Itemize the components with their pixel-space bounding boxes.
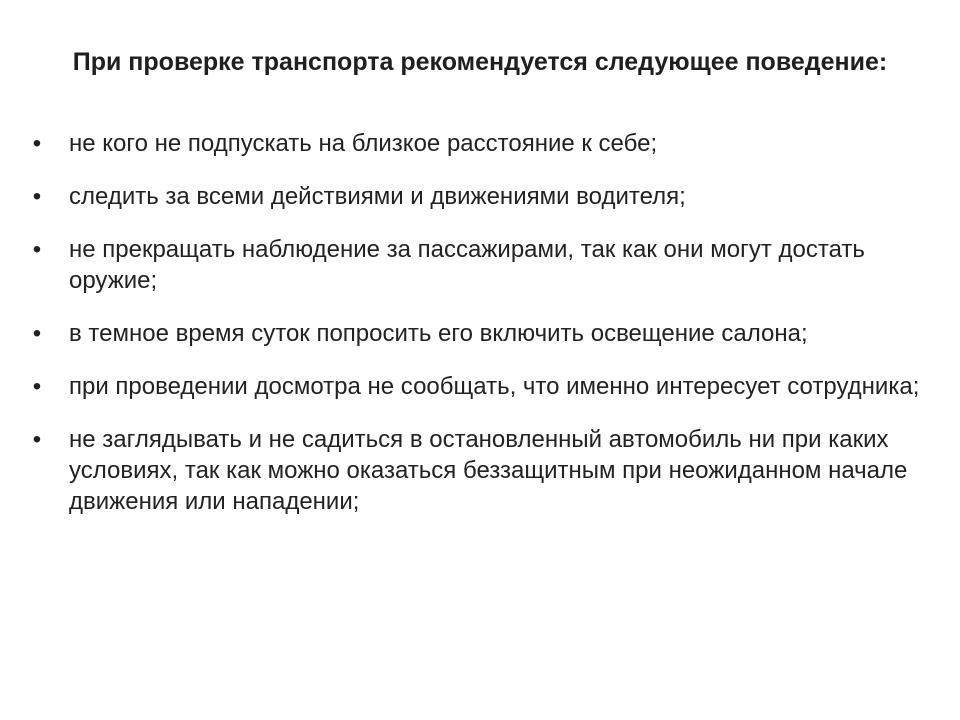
bullet-text: в темное время суток попросить его включить освещение салона; bbox=[69, 320, 808, 347]
bullet-text: не кого не подпускать на близкое расстояние к себе; bbox=[69, 130, 658, 157]
bullet-dot-icon: • bbox=[32, 426, 42, 453]
bullet-text: следить за всеми действиями и движениями водителя; bbox=[69, 183, 686, 210]
bullet-dot-icon: • bbox=[32, 183, 42, 210]
bullet-dot-icon: • bbox=[32, 236, 42, 263]
slide-title: При проверке транспорта рекомендуется следующее поведение: bbox=[72, 48, 888, 76]
bullet-item bbox=[28, 371, 928, 402]
bullet-item bbox=[28, 128, 928, 159]
bullet-list bbox=[28, 128, 928, 539]
bullet-text: не прекращать наблюдение за пассажирами, так как они могут достать оружие; bbox=[69, 236, 865, 294]
bullet-dot-icon: • bbox=[32, 320, 42, 347]
bullet-dot-icon: • bbox=[32, 130, 42, 157]
bullet-item bbox=[28, 234, 928, 296]
bullet-text: не заглядывать и не садиться в остановленный автомобиль ни при каких условиях, так как можно оказаться беззащитным при неожиданном начале движения или нападении; bbox=[69, 426, 908, 515]
bullet-item bbox=[28, 424, 928, 517]
bullet-item bbox=[28, 181, 928, 212]
bullet-dot-icon: • bbox=[32, 373, 42, 400]
bullet-item bbox=[28, 318, 928, 349]
bullet-text: при проведении досмотра не сообщать, что именно интересует сотрудника; bbox=[69, 373, 920, 400]
